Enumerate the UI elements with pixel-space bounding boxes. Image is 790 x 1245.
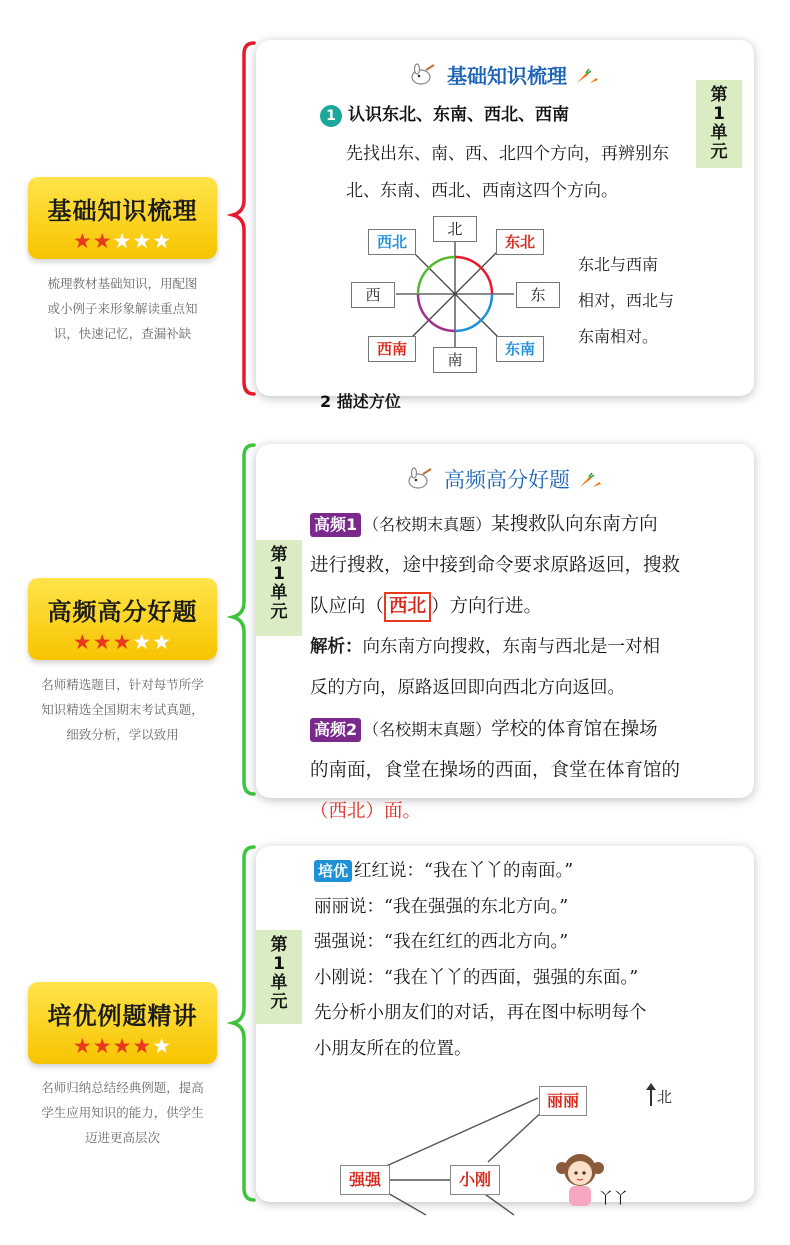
q2-line2: 的南面，食堂在操场的西面，食堂在体育馆的: [310, 760, 681, 781]
star-filled-icon: ★: [112, 1034, 133, 1058]
star-filled-icon: ★: [92, 630, 113, 654]
star-filled-icon: ★: [92, 1034, 113, 1058]
star-rating: [28, 1035, 217, 1057]
card-title: 基础知识梳理: [256, 60, 754, 89]
name-yaya: 丫丫: [598, 1189, 629, 1207]
star-filled-icon: ★: [112, 630, 133, 654]
dir-south: 南: [433, 347, 477, 373]
star-filled-icon: ★: [72, 229, 93, 253]
star-rating: [28, 631, 217, 653]
section-basics: [0, 0, 790, 410]
section-description: 梳理教材基础知识，用配图 或小例子来形象解读重点知 识，快速记忆，查漏补缺: [47, 276, 198, 341]
side-note: 东北与西南 相对，西北与 东南相对。: [578, 255, 675, 346]
badge-advanced: [28, 982, 217, 1064]
analysis-line2: 反的方向，原路返回即向西北方向返回。: [310, 678, 625, 698]
badge-frequent: [28, 578, 217, 660]
analysis-line1: 解析：向东南方向搜救，东南与西北是一对相: [310, 637, 660, 657]
unit-tab: 第 1 单 元: [256, 930, 302, 1024]
name-lili: 丽丽: [539, 1086, 587, 1116]
card-advanced: [256, 846, 754, 1207]
carrot-icon: [577, 473, 605, 489]
north-arrow-icon: [650, 1086, 652, 1106]
star-empty-icon: ★: [112, 229, 133, 253]
card-title: 高频高分好题: [256, 464, 754, 494]
star-empty-icon: ★: [152, 229, 173, 253]
q2-line1: 高频2 （名校期末真题）学校的体育馆在操场: [310, 709, 750, 750]
item-number: 1: [320, 105, 342, 127]
dir-southeast: 东南: [496, 336, 544, 362]
star-filled-icon: ★: [132, 1034, 153, 1058]
body-text: 先找出东、南、西、北四个方向，再辨别东 北、东南、西北、西南这四个方向。: [346, 144, 669, 201]
example-line5: 先分析小朋友们的对话，再在图中标明每个: [314, 1003, 647, 1023]
star-filled-icon: ★: [72, 630, 93, 654]
item-heading: 1 认识东北、东南、西北、西南: [320, 100, 569, 127]
cutoff-next-item: 2 描述方位: [320, 392, 401, 411]
badge-title: 培优例题精讲: [47, 1002, 198, 1030]
star-empty-icon: ★: [152, 1034, 173, 1058]
example-text: [314, 854, 744, 1067]
badge-basics: [28, 177, 217, 259]
example-line2: 丽丽说：“我在强强的东北方向。”: [314, 896, 569, 917]
question-block: [310, 504, 750, 832]
star-empty-icon: ★: [132, 630, 153, 654]
unit-tab: 第 1 单 元: [696, 80, 742, 168]
unit-tab: 第 1 单 元: [256, 540, 302, 636]
example-line1: 培优 红红说：“我在丫丫的南面。”: [314, 854, 744, 890]
q1-answer: 西北: [384, 592, 431, 622]
q1-line3: 队应向（ 西北 ）方向行进。: [310, 586, 750, 627]
example-line4: 小刚说：“我在丫丫的西面，强强的东面。”: [314, 967, 639, 988]
section-description: 名师精选题目，针对每节所学 知识精选全国期末考试真题， 细致分析，学以致用: [41, 677, 204, 742]
rabbit-icon: [405, 468, 433, 490]
q1-line1: 高频1 （名校期末真题）某搜救队向东南方向: [310, 504, 750, 545]
north-indicator: 北: [650, 1086, 672, 1107]
advanced-tag: 培优: [314, 860, 352, 882]
example-line6: 小朋友所在的位置。: [314, 1038, 472, 1059]
dir-west: 西: [351, 282, 395, 308]
q2-line3: （西北）面。: [310, 801, 422, 822]
name-xiaogang: 小刚: [450, 1165, 500, 1195]
star-empty-icon: ★: [132, 229, 153, 253]
card-basics: [256, 40, 754, 411]
carrot-icon: [574, 69, 602, 85]
q1-tag: 高频1: [310, 513, 361, 537]
star-empty-icon: ★: [152, 630, 173, 654]
dir-east: 东: [516, 282, 560, 308]
dir-northwest: 西北: [368, 229, 416, 255]
star-filled-icon: ★: [92, 229, 113, 253]
dir-northeast: 东北: [496, 229, 544, 255]
badge-title: 基础知识梳理: [47, 197, 198, 225]
rabbit-icon: [408, 64, 436, 86]
star-filled-icon: ★: [72, 1034, 93, 1058]
badge-title: 高频高分好题: [47, 598, 198, 626]
example-line3: 强强说：“我在红红的西北方向。”: [314, 932, 569, 952]
section-advanced: [0, 840, 790, 1220]
star-rating: [28, 230, 217, 252]
position-diagram-lines: [256, 1080, 754, 1210]
dir-southwest: 西南: [368, 336, 416, 362]
section-frequent: [0, 440, 790, 822]
name-qiangqiang: 强强: [340, 1165, 390, 1195]
section-description: 名师归纳总结经典例题，提高 学生应用知识的能力，供学生 迈进更高层次: [41, 1080, 204, 1145]
card-frequent: [256, 444, 754, 822]
q2-tag: 高频2: [310, 718, 361, 742]
q1-line2: 进行搜救，途中接到命令要求原路返回，搜救: [310, 555, 681, 576]
dir-north: 北: [433, 216, 477, 242]
